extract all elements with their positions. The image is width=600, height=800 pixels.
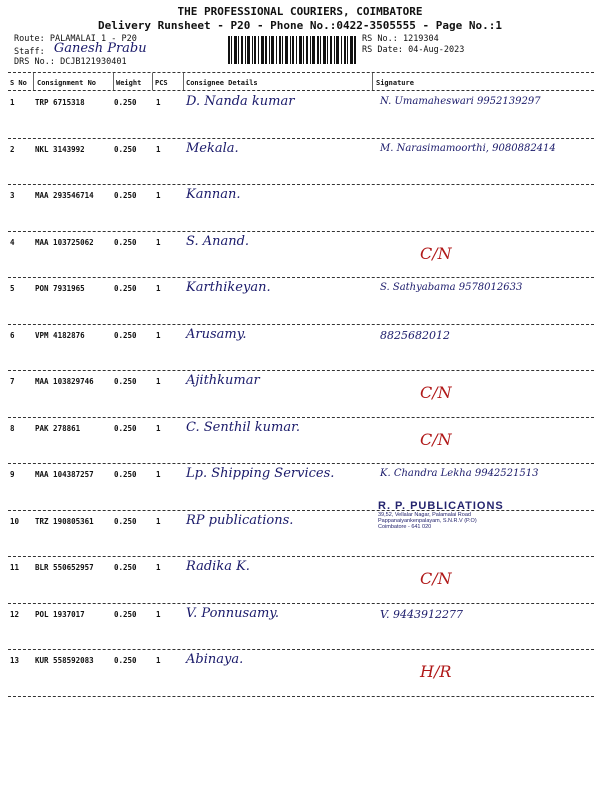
rs-date-label: RS Date: xyxy=(362,45,403,55)
table-row xyxy=(8,92,594,139)
row-weight: 0.250 xyxy=(114,284,137,293)
col-header-weight: Weight xyxy=(116,79,142,87)
publisher-stamp xyxy=(378,500,548,560)
row-sno: 7 xyxy=(10,377,15,386)
row-weight: 0.250 xyxy=(114,470,137,479)
row-consignee-handwritten: Mekala. xyxy=(186,140,239,156)
row-pcs: 1 xyxy=(156,563,161,572)
table-row xyxy=(8,650,594,697)
row-signature-handwritten: M. Narasimamoorthi, 9080882414 xyxy=(380,142,556,154)
row-pcs: 1 xyxy=(156,470,161,479)
row-consignee-handwritten: D. Nanda kumar xyxy=(186,94,295,109)
row-signature-handwritten: 8825682012 xyxy=(380,328,450,342)
staff-label: Staff: xyxy=(14,47,45,57)
drs-value: DCJB121930401 xyxy=(60,57,127,67)
row-weight: 0.250 xyxy=(114,563,137,572)
row-consignee-handwritten: RP publications. xyxy=(186,512,294,528)
row-weight: 0.250 xyxy=(114,98,137,107)
row-weight: 0.250 xyxy=(114,609,137,619)
table-row xyxy=(8,325,594,372)
row-signature-handwritten: K. Chandra Lekha 9942521513 xyxy=(380,468,539,479)
table-row xyxy=(8,371,594,418)
col-divider xyxy=(33,73,34,90)
row-pcs: 1 xyxy=(156,284,161,293)
row-pcs: 1 xyxy=(156,144,161,154)
row-weight: 0.250 xyxy=(114,377,137,386)
col-header-details: Consignee Details xyxy=(186,79,258,87)
row-consignment-no: MAA 104387257 xyxy=(35,470,94,479)
barcode-image xyxy=(228,36,356,64)
row-sno: 1 xyxy=(10,98,15,107)
table-row xyxy=(8,232,594,279)
col-header-pcs: PCS xyxy=(155,79,168,87)
row-consignee-handwritten: S. Anand. xyxy=(186,233,250,249)
row-pcs: 1 xyxy=(156,98,161,107)
row-consignment-no: KUR 558592083 xyxy=(35,656,94,665)
table-row xyxy=(8,185,594,232)
row-pcs: 1 xyxy=(156,377,161,386)
row-sno: 2 xyxy=(10,144,15,154)
row-sno: 11 xyxy=(10,563,20,572)
header-bottom-rule xyxy=(8,90,594,91)
col-divider xyxy=(113,73,114,90)
row-sno: 3 xyxy=(10,191,15,200)
table-row xyxy=(8,604,594,651)
header-top-rule xyxy=(8,72,594,73)
row-weight: 0.250 xyxy=(114,237,137,247)
row-weight: 0.250 xyxy=(114,423,137,433)
document-subtitle: Delivery Runsheet - P20 - Phone No.:0422-3505555 - Page No.:1 xyxy=(98,19,502,32)
row-sno: 9 xyxy=(10,470,15,479)
rs-no-label: RS No.: xyxy=(362,34,398,44)
row-separator xyxy=(8,696,594,697)
row-sno: 5 xyxy=(10,284,15,293)
row-pcs: 1 xyxy=(156,423,161,433)
row-signature-handwritten: C/N xyxy=(420,243,452,263)
staff-signature: Ganesh Prabu xyxy=(53,41,147,56)
row-consignee-handwritten: Radika K. xyxy=(186,559,250,574)
rs-date-value: 04-Aug-2023 xyxy=(408,45,465,55)
row-consignment-no: PON 7931965 xyxy=(35,284,85,293)
row-pcs: 1 xyxy=(156,516,161,526)
row-pcs: 1 xyxy=(156,191,161,200)
row-consignee-handwritten: C. Senthil kumar. xyxy=(186,419,301,435)
row-sno: 6 xyxy=(10,330,15,340)
row-consignment-no: TRP 6715318 xyxy=(35,98,85,107)
row-weight: 0.250 xyxy=(114,191,137,200)
row-consignee-handwritten: Ajithkumar xyxy=(186,373,260,388)
col-header-consignment: Consignment No xyxy=(37,79,97,87)
row-pcs: 1 xyxy=(156,330,161,340)
row-consignment-no: TRZ 190805361 xyxy=(35,516,94,526)
rs-no-value: 1219304 xyxy=(402,34,439,44)
rs-no-line xyxy=(362,34,439,45)
row-consignment-no: POL 1937017 xyxy=(35,609,85,619)
col-divider xyxy=(183,73,184,90)
row-pcs: 1 xyxy=(156,609,161,619)
row-sno: 8 xyxy=(10,423,15,433)
row-signature-handwritten: N. Umamaheswari 9952139297 xyxy=(380,96,541,107)
row-pcs: 1 xyxy=(156,656,161,665)
stamp-name: R. P. PUBLICATIONS xyxy=(378,500,504,512)
table-row xyxy=(8,557,594,604)
rs-date-line xyxy=(362,45,464,56)
row-consignee-handwritten: Abinaya. xyxy=(186,652,244,667)
row-consignee-handwritten: V. Ponnusamy. xyxy=(186,605,280,621)
row-consignment-no: NKL 3143992 xyxy=(35,144,85,154)
row-signature-handwritten: H/R xyxy=(420,662,452,681)
row-signature-handwritten: C/N xyxy=(420,383,452,402)
row-signature-handwritten: S. Sathyabama 9578012633 xyxy=(380,282,523,293)
drs-line xyxy=(14,57,127,68)
stamp-line2: Pappanaiyankenpalayam, S.N.R.V (P.O) xyxy=(378,518,477,524)
stamp-line1: 39,52, Vellalar Nagar, Palamalai Road xyxy=(378,512,471,518)
col-divider xyxy=(152,73,153,90)
row-pcs: 1 xyxy=(156,237,161,247)
row-weight: 0.250 xyxy=(114,330,137,340)
row-consignment-no: MAA 103725062 xyxy=(35,237,94,247)
row-signature-handwritten: C/N xyxy=(420,569,452,588)
row-consignment-no: PAK 278861 xyxy=(35,423,81,433)
route-value: PALAMALAI 1 - P20 xyxy=(49,34,137,44)
row-weight: 0.250 xyxy=(114,516,137,526)
row-consignee-handwritten: Arusamy. xyxy=(186,326,247,342)
document-title: THE PROFESSIONAL COURIERS, COIMBATORE xyxy=(177,5,423,18)
row-sno: 12 xyxy=(10,609,20,619)
row-sno: 4 xyxy=(10,237,15,247)
col-header-signature: Signature xyxy=(376,79,414,87)
row-consignment-no: BLR 550652957 xyxy=(35,563,94,572)
row-consignment-no: VPM 4182876 xyxy=(35,330,85,340)
row-consignment-no: MAA 103829746 xyxy=(35,377,94,386)
row-consignee-handwritten: Karthikeyan. xyxy=(186,280,271,295)
col-header-sno: S No xyxy=(10,79,27,87)
row-consignment-no: MAA 293546714 xyxy=(35,191,94,200)
row-weight: 0.250 xyxy=(114,144,137,154)
row-sno: 10 xyxy=(10,516,20,526)
row-weight: 0.250 xyxy=(114,656,137,665)
table-row xyxy=(8,418,594,465)
row-signature-handwritten: C/N xyxy=(420,429,452,449)
row-signature-handwritten: V. 9443912277 xyxy=(380,607,463,621)
stamp-line3: Coimbatore - 641 020 xyxy=(378,524,432,530)
route-label: Route: xyxy=(14,34,45,44)
col-divider xyxy=(372,73,373,90)
table-row xyxy=(8,139,594,186)
row-sno: 13 xyxy=(10,656,20,665)
row-consignee-handwritten: Kannan. xyxy=(186,187,241,202)
drs-label: DRS No.: xyxy=(14,57,55,67)
table-row xyxy=(8,278,594,325)
row-consignee-handwritten: Lp. Shipping Services. xyxy=(186,466,335,481)
